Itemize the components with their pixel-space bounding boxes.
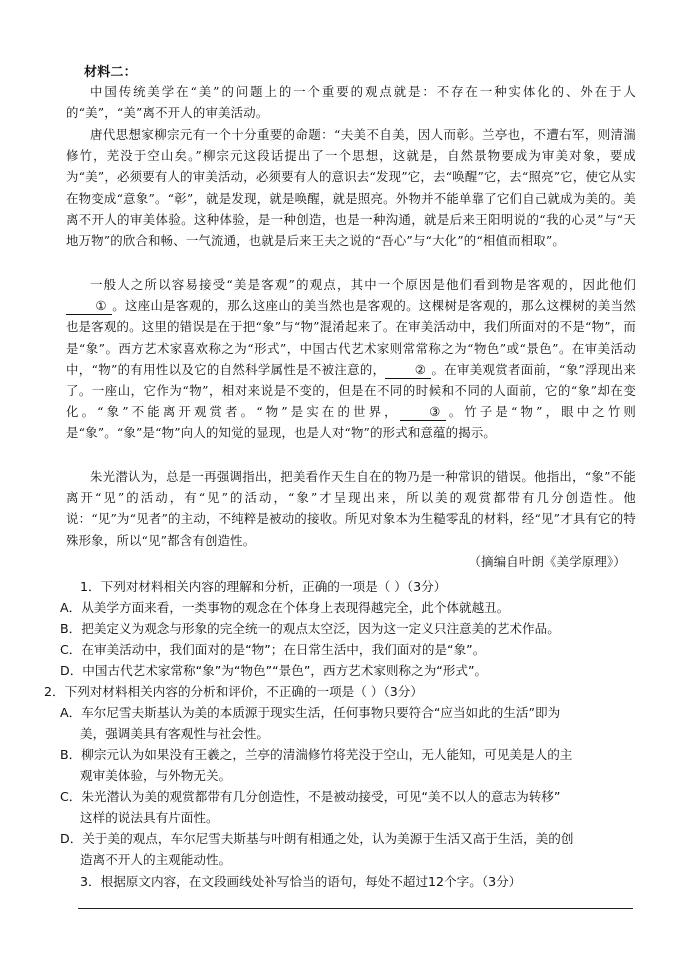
blank-2: ②	[385, 362, 431, 379]
question-2-option-b-line-2: 观审美体验，与外物无关。	[80, 768, 232, 783]
question-2-option-c[interactable]	[60, 786, 640, 828]
blank-3: ③	[400, 404, 446, 421]
question-1-option-c[interactable]: C．在审美活动中，我们面对的是“物”；在日常生活中，我们面对的是“象”。	[60, 642, 486, 657]
question-2-option-a-line-2: 美，强调美具有客观性与社会性。	[80, 726, 269, 741]
question-1-stem: 1．下列对材料相关内容的理解和分析，正确的一项是（ ）（3分）	[80, 579, 447, 594]
question-2-option-c-line-1: C．朱光潜认为美的观赏都带有几分创造性，不是被动接受，可见“美不以人的意志为转移”	[60, 789, 561, 804]
material-paragraph-1: 中国传统美学在“美”的问题上的一个重要的观点就是：不存在一种实体化的、外在于人的“美”，“美”离不开人的审美活动。	[66, 84, 636, 121]
question-2-option-b-line-1: B．柳宗元认为如果没有王羲之，兰亭的清湍修竹将芜没于空山，无人能知，可见美是人的主	[60, 747, 573, 762]
question-1-option-b[interactable]: B．把美定义为观念与形象的完全统一的观点太空泛，因为这一定义只注意美的艺术作品。	[60, 621, 560, 636]
paragraph-3-part-c: 。在审美观赏者面前，“象”浮现出来了。一座山，它作为“物”，相对来说是不变的，但是在不同的时候和不同的人面前，它的“象”却在变化。“象”不能离开观赏者。“物”是实在的世界，	[66, 361, 636, 420]
answer-line	[78, 908, 633, 909]
question-3-stem: 3．根据原文内容，在文段画线处补写恰当的语句，每处不超过12个字。（3分）	[80, 874, 522, 889]
question-2-option-d[interactable]	[60, 828, 640, 870]
paragraph-3-part-d: 。竹子是“物”，眼中之竹则是“象”。“象”是“物”向人的知觉的显现，也是人对“物”的形式和意蕴的揭示。	[66, 404, 636, 441]
question-2-stem: 2．下列对材料相关内容的分析和评价，不正确的一项是（ ）（3分）	[44, 684, 423, 699]
blank-1: ①	[66, 298, 112, 315]
material-heading: 材料二：	[84, 65, 137, 80]
question-2-option-a-line-1: A．车尔尼雪夫斯基认为美的本质源于现实生活，任何事物只要符合“应当如此的生活”即为	[60, 705, 561, 720]
question-2-option-b[interactable]	[60, 744, 640, 786]
question-2-option-c-line-2: 这样的说法具有片面性。	[80, 810, 219, 825]
source-citation: （摘编自叶朗《美学原理》）	[468, 554, 626, 569]
question-2-option-d-line-2: 造离不开人的主观能动性。	[80, 852, 232, 867]
material-paragraph-2: 唐代思想家柳宗元有一个十分重要的命题：“夫美不自美，因人而彰。兰亭也，不遭右军，则清湍修竹，芜没于空山矣。”柳宗元这段话提出了一个思想，这就是，自然景物要成为审美对象，要成为“美”，必须要有人的审美活动，必须要有人的意识去“发现”它，去“唤醒”它，去“照亮”它，使它从实在物变成“意象”。“彰”，就是发现，就是唤醒，就是照亮。外物并不能单靠了它们自己就成为美的。美离不开人的审美体验。这种体验，是一种创造，也是一种沟通，就是后来王阳明说的“我的心灵”与“天地万物”的欣合和畅、一气流通，也就是后来王夫之说的“吾心”与“大化”的“相值而相取”。	[66, 127, 636, 249]
question-2-option-d-line-1: D．关于美的观点，车尔尼雪夫斯基与叶朗有相通之处，认为美源于生活又高于生活，美的创	[60, 831, 574, 846]
material-paragraph-4: 朱光潜认为，总是一再强调指出，把美看作天生自在的物乃是一种常识的错误。他指出，“象”不能离开“见”的活动，有“见”的活动，“象”才呈现出来，所以美的观赏都带有几分创造性。他说：“见”为“见者”的主动，不纯粹是被动的接收。所见对象本为生糙零乱的材料，经“见”才具有它的特殊形象，所以“见”都含有创造性。	[66, 469, 636, 548]
question-2-option-a[interactable]	[60, 702, 640, 744]
paragraph-3-part-b: 。这座山是客观的，那么这座山的美当然也是客观的。这棵树是客观的，那么这棵树的美当然也是客观的。这里的错误是在于把“象”与“物”混淆起来了。在审美活动中，我们所面对的不是“物”，而是“象”。西方艺术家喜欢称之为“形式”，中国古代艺术家则常常称之为“物色”或“景色”。在审美活动中，“物”的有用性以及它的自然科学属性是不被注意的，	[66, 298, 636, 377]
question-1-option-d[interactable]: D．中国古代艺术家常称“象”为“物色”“景色”，西方艺术家则称之为“形式”。	[60, 663, 488, 678]
material-paragraph-3	[66, 274, 636, 444]
paragraph-3-part-a: 一般人之所以容易接受“美是客观”的观点，其中一个原因是他们看到物是客观的，因此他们	[90, 277, 636, 292]
question-1-option-a[interactable]: A．从美学方面来看，一类事物的观念在个体身上表现得越完全，此个体就越丑。	[60, 600, 510, 615]
